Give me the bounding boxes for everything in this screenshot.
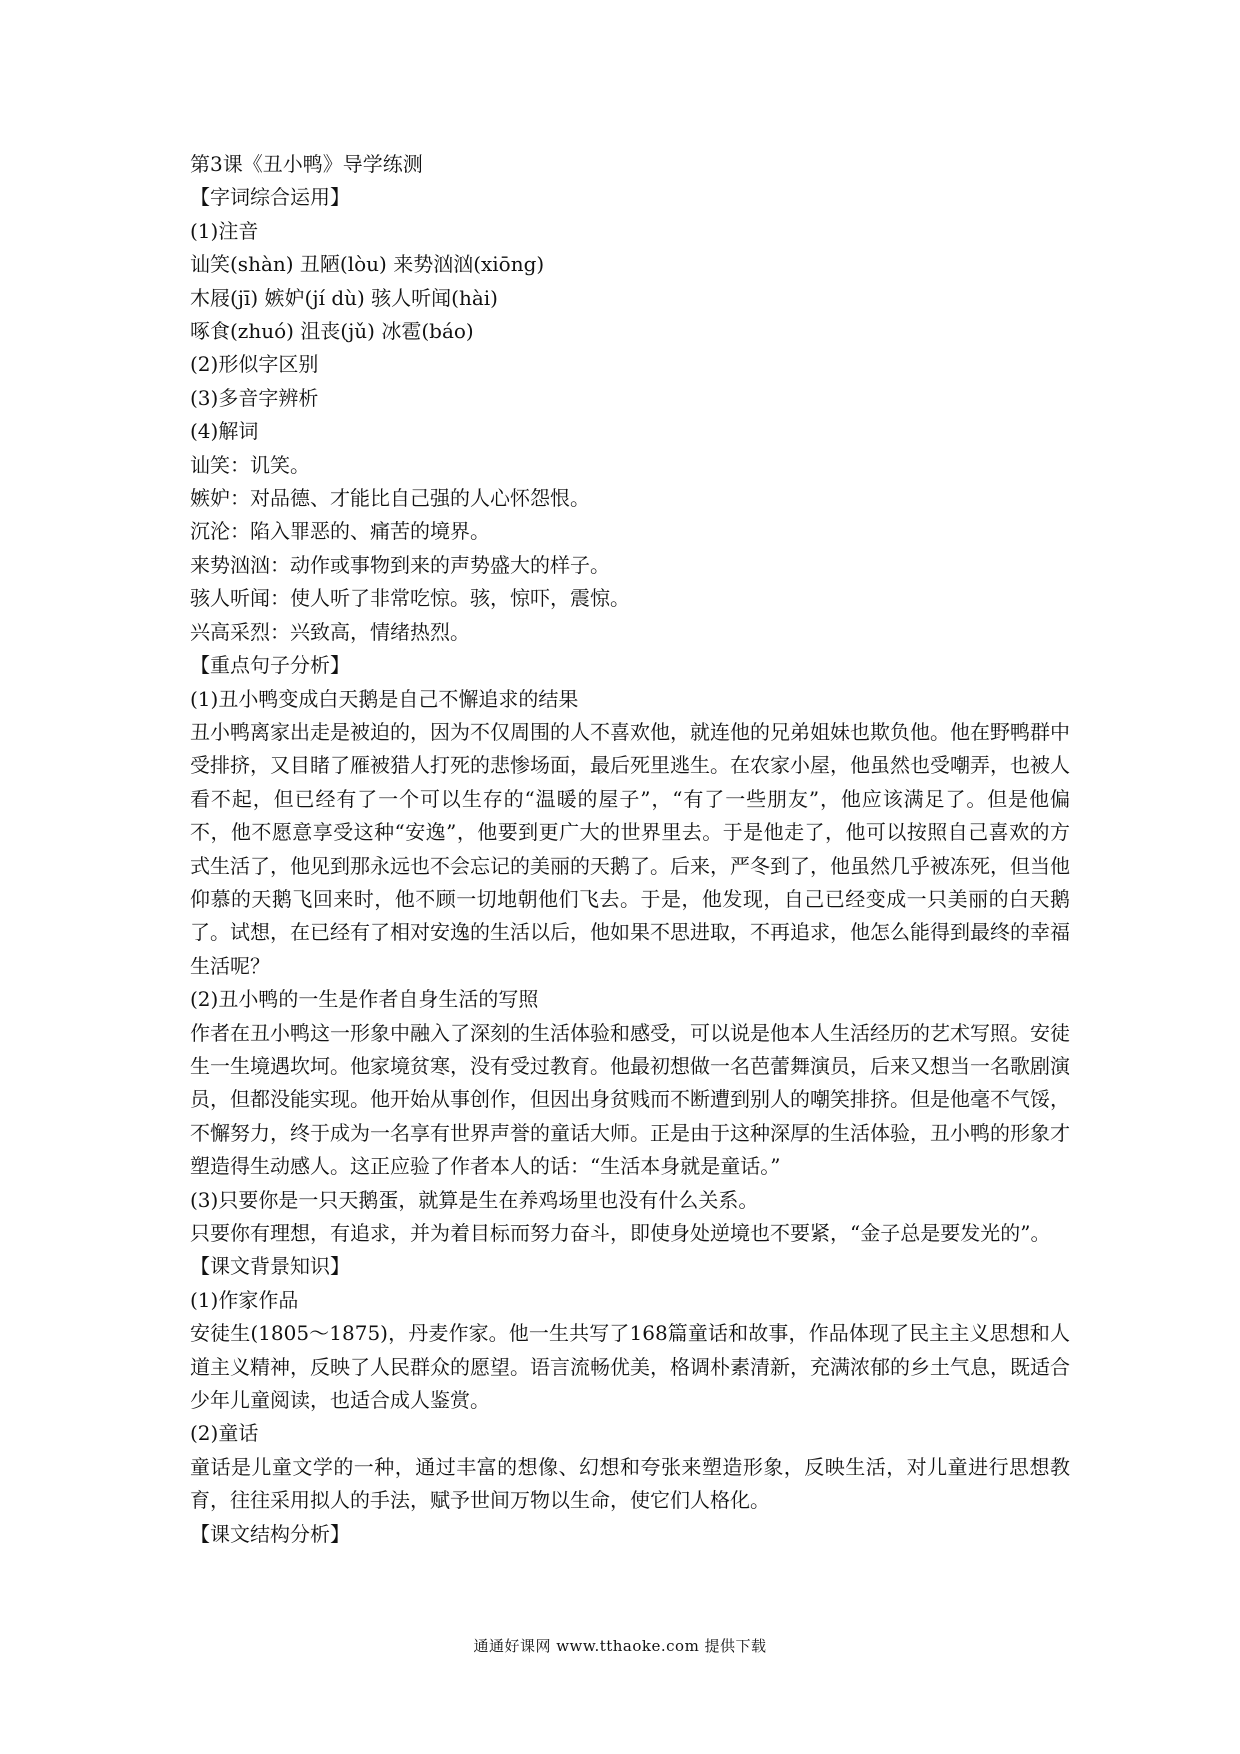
subheading-pinyin: (1)注音 [190, 218, 259, 243]
sentence-analysis: 只要你有理想，有追求，并为着目标而努力奋斗，即使身处逆境也不要紧，“金子总是要发光的”。 [190, 1221, 1051, 1245]
definition-line: 嫉妒：对品德、才能比自己强的人心怀怨恨。 [190, 486, 590, 511]
pinyin-line: 讪笑(shàn) 丑陋(lòu) 来势汹汹(xiōng) [190, 252, 545, 277]
definition-line: 沉沦：陷入罪恶的、痛苦的境界。 [190, 519, 490, 544]
definition-line: 来势汹汹：动作或事物到来的声势盛大的样子。 [190, 552, 610, 577]
definition-line: 骇人听闻：使人听了非常吃惊。骇，惊吓，震惊。 [190, 586, 630, 611]
pinyin-line: 啄食(zhuó) 沮丧(jǔ) 冰雹(báo) [190, 319, 474, 344]
background-title: (2)童话 [190, 1421, 259, 1446]
page-title: 第3课《丑小鸭》导学练测 [190, 152, 423, 176]
sentence-analysis: 丑小鸭离家出走是被迫的，因为不仅周围的人不喜欢他，就连他的兄弟姐妹也欺负他。他在野鸭群中受排挤，又目睹了雁被猎人打死的悲惨场面，最后死里逃生。在农家小屋，他虽然也受嘲弄，也被人看不起，但已经有了一个可以生存的“温暖的屋子”，“有了一些朋友”，他应该满足了。但是他偏不，他不愿意享受这种“安逸”，他要到更广大的世界里去。于是他走了，他可以按照自己喜欢的方式生活了，他见到那永远也不会忘记的美丽的天鹅了。后来，严冬到了，他虽然几乎被冻死，但当他仰慕的天鹅飞回来时，他不顾一切地朝他们飞去。于是，他发现，自己已经变成一只美丽的白天鹅了。试想，在已经有了相对安逸的生活以后，他如果不思进取，不再追求，他怎么能得到最终的幸福生活呢？ [190, 719, 1070, 978]
sentence-analysis: 作者在丑小鸭这一形象中融入了深刻的生活体验和感受，可以说是他本人生活经历的艺术写照。安徒生一生境遇坎坷。他家境贫寒，没有受过教育。他最初想做一名芭蕾舞演员，后来又想当一名歌剧演员，但都没能实现。他开始从事创作，但因出身贫贱而不断遭到别人的嘲笑排挤。但是他毫不气馁，不懈努力，终于成为一名享有世界声誉的童话大师。正是由于这种深厚的生活体验，丑小鸭的形象才塑造得生动感人。这正应验了作者本人的话：“生活本身就是童话。” [190, 1020, 1070, 1179]
pinyin-line: 木屐(jī) 嫉妒(jí dù) 骇人听闻(hài) [190, 285, 498, 310]
background-text: 童话是儿童文学的一种，通过丰富的想像、幻想和夸张来塑造形象，反映生活，对儿童进行思想教育，往往采用拟人的手法，赋予世间万物以生命，使它们人格化。 [190, 1454, 1070, 1513]
background-title: (1)作家作品 [190, 1287, 299, 1312]
sentence-title: (2)丑小鸭的一生是作者自身生活的写照 [190, 987, 539, 1012]
background-text: 安徒生(1805～1875)，丹麦作家。他一生共写了168篇童话和故事，作品体现了民主主义思想和人道主义精神，反映了人民群众的愿望。语言流畅优美，格调朴素清新，充满浓郁的乡土气息，既适合少年儿童阅读，也适合成人鉴赏。 [190, 1321, 1070, 1413]
page-footer: 通通好课网 www.tthaoke.com 提供下载 [473, 1637, 767, 1655]
section-heading-background: 【课文背景知识】 [190, 1254, 350, 1279]
document-body [190, 148, 1070, 1551]
section-heading-structure: 【课文结构分析】 [190, 1521, 350, 1546]
sentence-title: (3)只要你是一只天鹅蛋，就算是生在养鸡场里也没有什么关系。 [190, 1187, 759, 1212]
definition-line: 讪笑：讥笑。 [190, 452, 310, 477]
subheading-polyphone: (3)多音字辨析 [190, 385, 319, 410]
definition-line: 兴高采烈：兴致高，情绪热烈。 [190, 619, 470, 644]
sentence-title: (1)丑小鸭变成白天鹅是自己不懈追求的结果 [190, 686, 579, 711]
section-heading-sentences: 【重点句子分析】 [190, 653, 350, 678]
section-heading-words: 【字词综合运用】 [190, 185, 350, 210]
subheading-similar-chars: (2)形似字区别 [190, 352, 319, 377]
subheading-definitions: (4)解词 [190, 419, 259, 444]
